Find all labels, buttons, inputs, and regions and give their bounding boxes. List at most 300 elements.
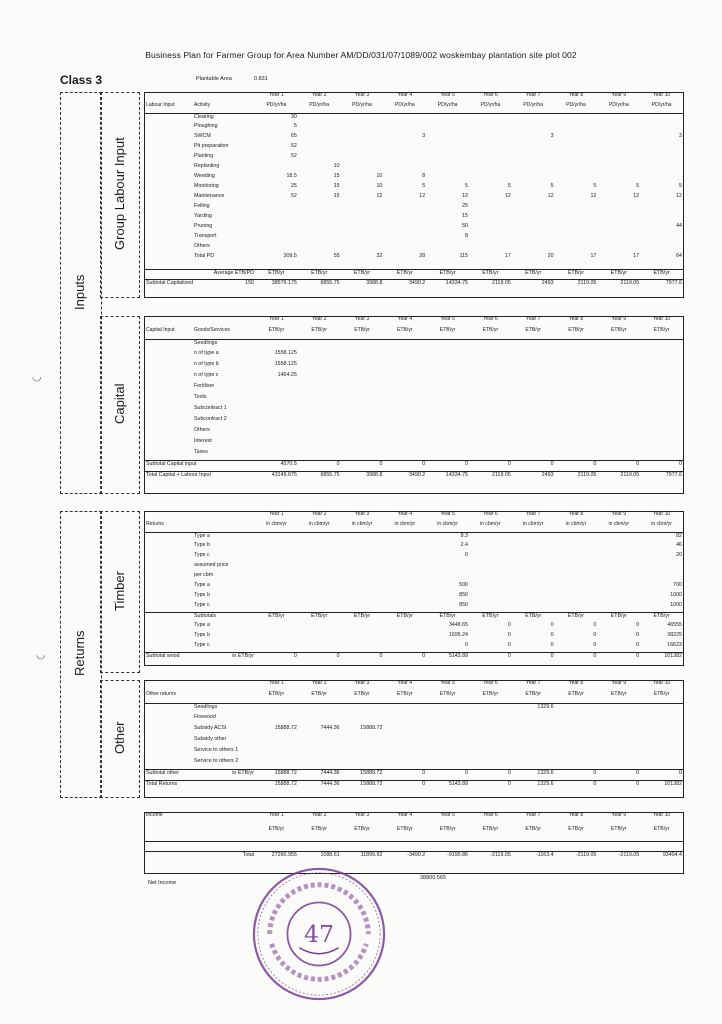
summary-label: Subtotal Capitalized: [145, 279, 193, 289]
value-cell: [555, 449, 598, 460]
value-cell: [640, 394, 683, 405]
row-empty: [145, 213, 193, 223]
value-cell: [640, 350, 683, 361]
summary-value: 2493: [512, 471, 555, 482]
summary-value: 6855.75: [298, 279, 341, 289]
value-cell: [383, 143, 426, 153]
unit-header: ETB/yr: [426, 612, 469, 622]
row-label: Transport: [194, 233, 217, 239]
value-cell: [469, 427, 512, 438]
value-cell: [298, 383, 341, 394]
value-cell: [298, 449, 341, 460]
unit-header: ETB/yr: [255, 612, 298, 622]
value-cell: [512, 123, 555, 133]
value-cell: [383, 361, 426, 372]
value-cell: 850: [459, 602, 468, 608]
unit-header: PD/yr/ha: [555, 103, 598, 113]
unit-header: ETB/yr: [512, 612, 555, 622]
value-cell: [298, 714, 341, 725]
value-cell: 15888.72: [360, 725, 383, 731]
unit-header: PD/yr/ha: [426, 103, 469, 113]
value-cell: [512, 163, 555, 173]
value-cell: 3: [422, 133, 426, 139]
value-cell: [341, 747, 384, 758]
value-cell: [512, 243, 555, 253]
value-cell: 46555: [667, 622, 682, 628]
row-empty: [145, 339, 193, 350]
summary-value: 0: [597, 460, 640, 471]
value-cell: [469, 602, 512, 612]
row-label: n of type b: [194, 361, 219, 367]
summary-value: 15888.72: [255, 780, 298, 791]
row-empty: [145, 612, 193, 622]
row-empty: [145, 133, 193, 143]
value-cell: [341, 532, 384, 542]
value-cell: [597, 405, 640, 416]
row-label: Type b: [194, 592, 210, 598]
class-label: Class 3: [60, 73, 103, 87]
value-cell: [512, 736, 555, 747]
value-cell: [426, 416, 469, 427]
value-cell: 1000: [670, 602, 682, 608]
table-row: [145, 193, 683, 203]
value-cell: [383, 449, 426, 460]
unit-header: ETB/yr: [469, 692, 512, 703]
value-cell: [555, 350, 598, 361]
summary-value: 2119.05: [469, 279, 512, 289]
summary-row: [145, 780, 683, 791]
value-cell: [555, 361, 598, 372]
row-empty: [145, 532, 193, 542]
value-cell: [383, 632, 426, 642]
value-cell: [255, 394, 298, 405]
value-cell: [469, 747, 512, 758]
value-cell: [640, 361, 683, 372]
year-header: Year 10: [652, 316, 671, 322]
subtotals-header-row: [145, 612, 683, 622]
row-empty: [145, 269, 193, 279]
value-cell: [298, 113, 341, 123]
plantable-area-value: 0.831: [254, 76, 268, 82]
row-empty: [145, 438, 193, 449]
summary-value: 0: [469, 780, 512, 791]
value-cell: [383, 394, 426, 405]
value-cell: 1558.125: [274, 361, 297, 367]
value-cell: [597, 383, 640, 394]
summary-value: 93404.4: [640, 851, 683, 865]
unit-header: in cbm/yr: [255, 522, 298, 532]
row-label: SWCM: [194, 133, 211, 139]
capital-section: [144, 316, 684, 494]
table-row: [145, 552, 683, 562]
value-cell: [597, 153, 640, 163]
value-cell: [341, 133, 384, 143]
year-header: Year 4: [397, 92, 413, 98]
row-label: Pit preparation: [194, 143, 229, 149]
summary-label: Subtotal Capital input: [145, 460, 193, 471]
value-cell: [512, 552, 555, 562]
spacer-row: [145, 841, 683, 851]
value-cell: [255, 632, 298, 642]
row-label: Others: [194, 243, 210, 249]
value-cell: 5: [593, 183, 597, 189]
year-header: Year 4: [397, 511, 413, 517]
value-cell: 20: [676, 552, 682, 558]
row-empty: [145, 253, 193, 263]
value-cell: [640, 203, 683, 213]
year-header: Year 8: [568, 511, 584, 517]
summary-value: 14334.75: [426, 471, 469, 482]
summary-row: [145, 652, 683, 662]
row-empty: [145, 758, 193, 769]
timber-side-label: Timber: [112, 571, 127, 611]
value-cell: [383, 758, 426, 769]
value-cell: [469, 350, 512, 361]
unit-header: ETB/yr: [555, 692, 598, 703]
value-cell: [383, 153, 426, 163]
row-label: Weeding: [194, 173, 215, 179]
value-cell: [298, 143, 341, 153]
value-cell: [341, 153, 384, 163]
year-header: Year 3: [354, 511, 370, 517]
table-row: [145, 642, 683, 652]
value-cell: [426, 736, 469, 747]
unit-header: ETB/yr: [383, 692, 426, 703]
year-header: Year 1: [269, 92, 284, 98]
value-cell: [426, 372, 469, 383]
value-cell: [426, 703, 469, 714]
row-label: Type a: [194, 622, 210, 628]
value-cell: [512, 339, 555, 350]
value-cell: [555, 113, 598, 123]
value-cell: [597, 416, 640, 427]
value-cell: [255, 592, 298, 602]
row-empty: [145, 572, 193, 582]
row-empty: [145, 113, 193, 123]
timber-section: [144, 511, 684, 666]
row-label: Taxes: [194, 449, 208, 455]
unit-header: ETB/yr: [298, 269, 341, 279]
unit-header: in cbm/yr: [426, 522, 469, 532]
year-header: Year 1: [269, 812, 284, 818]
timber-table: [145, 512, 683, 662]
value-cell: [640, 562, 683, 572]
value-cell: 0: [550, 622, 554, 628]
year-header: Year 2: [311, 680, 327, 686]
avg-row: [145, 269, 683, 279]
value-cell: [383, 203, 426, 213]
value-cell: [255, 582, 298, 592]
value-cell: [597, 394, 640, 405]
value-cell: [255, 243, 298, 253]
value-cell: [255, 383, 298, 394]
summary-value: 3490.2: [383, 471, 426, 482]
unit-header: ETB/yr: [341, 827, 384, 841]
value-cell: [255, 416, 298, 427]
row-empty: [145, 592, 193, 602]
value-cell: [298, 123, 341, 133]
year-header: Year 6: [483, 92, 498, 98]
row-label: Tools: [194, 394, 207, 400]
value-cell: [341, 203, 384, 213]
summary-sub: 150: [193, 279, 255, 289]
value-cell: [255, 714, 298, 725]
value-cell: [383, 372, 426, 383]
table-row: [145, 714, 683, 725]
value-cell: [383, 736, 426, 747]
column-label: Activity: [193, 103, 255, 113]
year-header: Year 3: [354, 680, 370, 686]
row-label: Subsidy ACSI: [194, 725, 227, 731]
row-empty: [145, 350, 193, 361]
value-cell: [555, 153, 598, 163]
value-cell: [426, 394, 469, 405]
value-cell: [341, 123, 384, 133]
value-cell: 46: [676, 542, 682, 548]
unit-header: ETB/yr: [597, 692, 640, 703]
year-header: Year 7: [525, 812, 541, 818]
value-cell: [555, 233, 598, 243]
summary-value: 15888.72: [341, 769, 384, 780]
value-cell: [640, 372, 683, 383]
value-cell: [555, 602, 598, 612]
summary-sub: [193, 780, 255, 791]
value-cell: [555, 736, 598, 747]
summary-value: -2119.05: [469, 851, 512, 865]
value-cell: 700: [673, 582, 682, 588]
unit-header: ETB/yr: [512, 692, 555, 703]
summary-value: 5143.89: [426, 780, 469, 791]
value-cell: [383, 703, 426, 714]
unit-header: PD/yr/ha: [469, 103, 512, 113]
value-cell: [341, 372, 384, 383]
value-cell: [341, 213, 384, 223]
value-cell: [555, 133, 598, 143]
summary-value: 0: [298, 652, 341, 662]
value-cell: [555, 714, 598, 725]
summary-value: 0: [555, 780, 598, 791]
value-cell: [255, 233, 298, 243]
value-cell: [298, 233, 341, 243]
summary-value: 2493: [512, 279, 555, 289]
value-cell: 850: [459, 592, 468, 598]
value-cell: 1000: [670, 592, 682, 598]
value-cell: [255, 449, 298, 460]
value-cell: 12: [419, 193, 426, 199]
income-section: [144, 812, 684, 874]
value-cell: [512, 203, 555, 213]
summary-value: 0: [383, 652, 426, 662]
summary-label: Subtotal other: [145, 769, 193, 780]
value-cell: [555, 383, 598, 394]
year-header: Year 2: [311, 812, 327, 818]
table-row: [145, 562, 683, 572]
value-cell: [341, 427, 384, 438]
value-cell: [383, 562, 426, 572]
unit-header: ETB/yr: [298, 827, 341, 841]
value-cell: [555, 438, 598, 449]
summary-value: 101382: [640, 780, 683, 791]
value-cell: [298, 223, 341, 233]
year-header: Year 4: [397, 316, 413, 322]
value-cell: [298, 703, 341, 714]
value-cell: [469, 532, 512, 542]
value-cell: 1558.125: [274, 350, 297, 356]
value-cell: [469, 572, 512, 582]
value-cell: 5: [293, 123, 297, 129]
unit-header: in cbm/yr: [383, 522, 426, 532]
value-cell: [597, 163, 640, 173]
value-cell: 25: [290, 183, 297, 189]
value-cell: [426, 113, 469, 123]
other-side-label: Other: [112, 721, 127, 755]
year-header: Year 8: [568, 812, 584, 818]
value-cell: [341, 163, 384, 173]
column-label: Goods/Services: [193, 328, 255, 339]
value-cell: [341, 703, 384, 714]
table-row: [145, 163, 683, 173]
row-empty: [145, 562, 193, 572]
value-cell: 17: [633, 253, 640, 259]
value-cell: [469, 123, 512, 133]
value-cell: [298, 542, 341, 552]
margin-mark: ◡: [32, 371, 42, 383]
unit-header: ETB/yr: [383, 827, 426, 841]
year-header: Year 4: [397, 680, 413, 686]
unit-header: ETB/yr: [555, 328, 598, 339]
other-table: [145, 681, 683, 791]
value-cell: [555, 552, 598, 562]
value-cell: 5: [636, 183, 640, 189]
row-label: Type c: [194, 642, 210, 648]
value-cell: [512, 532, 555, 542]
value-cell: [512, 758, 555, 769]
value-cell: [298, 552, 341, 562]
value-cell: 52: [290, 143, 297, 149]
year-header: Year 7: [525, 92, 541, 98]
table-row: [145, 123, 683, 133]
summary-value: 1329.6: [512, 769, 555, 780]
value-cell: [597, 438, 640, 449]
value-cell: [555, 405, 598, 416]
value-cell: [383, 725, 426, 736]
table-row: [145, 703, 683, 714]
row-label: Maintenance: [194, 193, 225, 199]
value-cell: [255, 532, 298, 542]
value-cell: [255, 339, 298, 350]
unit-header: ETB/yr: [255, 269, 298, 279]
summary-value: 2119.05: [597, 471, 640, 482]
value-cell: [512, 223, 555, 233]
summary-value: 2119.05: [469, 471, 512, 482]
value-cell: [255, 758, 298, 769]
value-cell: [341, 416, 384, 427]
value-cell: [469, 233, 512, 243]
unit-header: ETB/yr: [426, 269, 469, 279]
unit-header: PD/yr/ha: [341, 103, 384, 113]
value-cell: 8: [465, 233, 468, 239]
value-cell: [469, 542, 512, 552]
value-cell: [341, 243, 384, 253]
value-cell: [298, 361, 341, 372]
row-empty: [145, 642, 193, 652]
value-cell: [555, 143, 598, 153]
summary-value: 0: [383, 460, 426, 471]
unit-header: ETB/yr: [341, 328, 384, 339]
value-cell: [555, 163, 598, 173]
value-cell: [383, 243, 426, 253]
value-cell: [426, 143, 469, 153]
unit-header: ETB/yr: [298, 612, 341, 622]
table-row: [145, 153, 683, 163]
value-cell: [298, 572, 341, 582]
value-cell: 12: [633, 193, 640, 199]
row-empty: [145, 427, 193, 438]
value-cell: [469, 361, 512, 372]
value-cell: 12: [462, 193, 468, 199]
value-cell: [383, 542, 426, 552]
table-row: [145, 622, 683, 632]
year-header: Year 1: [269, 680, 284, 686]
row-empty: [145, 405, 193, 416]
table-row: [145, 449, 683, 460]
summary-value: 0: [255, 652, 298, 662]
value-cell: [341, 632, 384, 642]
value-cell: [512, 394, 555, 405]
value-cell: [298, 747, 341, 758]
value-cell: 32: [376, 253, 383, 259]
row-label: Yarding: [194, 213, 212, 219]
value-cell: [383, 223, 426, 233]
year-header: Year 9: [611, 92, 627, 98]
value-cell: 10: [333, 163, 340, 169]
value-cell: [426, 758, 469, 769]
summary-label: Subtotal wood: [145, 652, 193, 662]
value-cell: [555, 542, 598, 552]
summary-value: 6855.75: [298, 471, 341, 482]
unit-header: in cbm/yr: [512, 522, 555, 532]
value-cell: [298, 622, 341, 632]
value-cell: [383, 233, 426, 243]
summary-value: 0: [512, 460, 555, 471]
value-cell: 5: [465, 183, 468, 189]
value-cell: [255, 572, 298, 582]
value-cell: [469, 703, 512, 714]
summary-value: 0: [469, 652, 512, 662]
value-cell: [469, 736, 512, 747]
value-cell: 55: [333, 253, 340, 259]
row-label: Interest: [194, 438, 212, 444]
value-cell: 28: [419, 253, 426, 259]
value-cell: [597, 758, 640, 769]
header-empty: [193, 813, 255, 827]
row-empty: [145, 449, 193, 460]
summary-label: Total Capital + Labour Input: [145, 471, 193, 482]
value-cell: [512, 542, 555, 552]
row-label: Service to others 2: [194, 758, 239, 764]
table-row: [145, 427, 683, 438]
summary-value: 0: [597, 652, 640, 662]
value-cell: [341, 758, 384, 769]
value-cell: [383, 592, 426, 602]
value-cell: [555, 243, 598, 253]
unit-header: ETB/yr: [555, 269, 598, 279]
row-empty: [145, 233, 193, 243]
value-cell: [255, 223, 298, 233]
value-cell: 50: [462, 223, 468, 229]
row-empty: [145, 153, 193, 163]
value-cell: [341, 143, 384, 153]
